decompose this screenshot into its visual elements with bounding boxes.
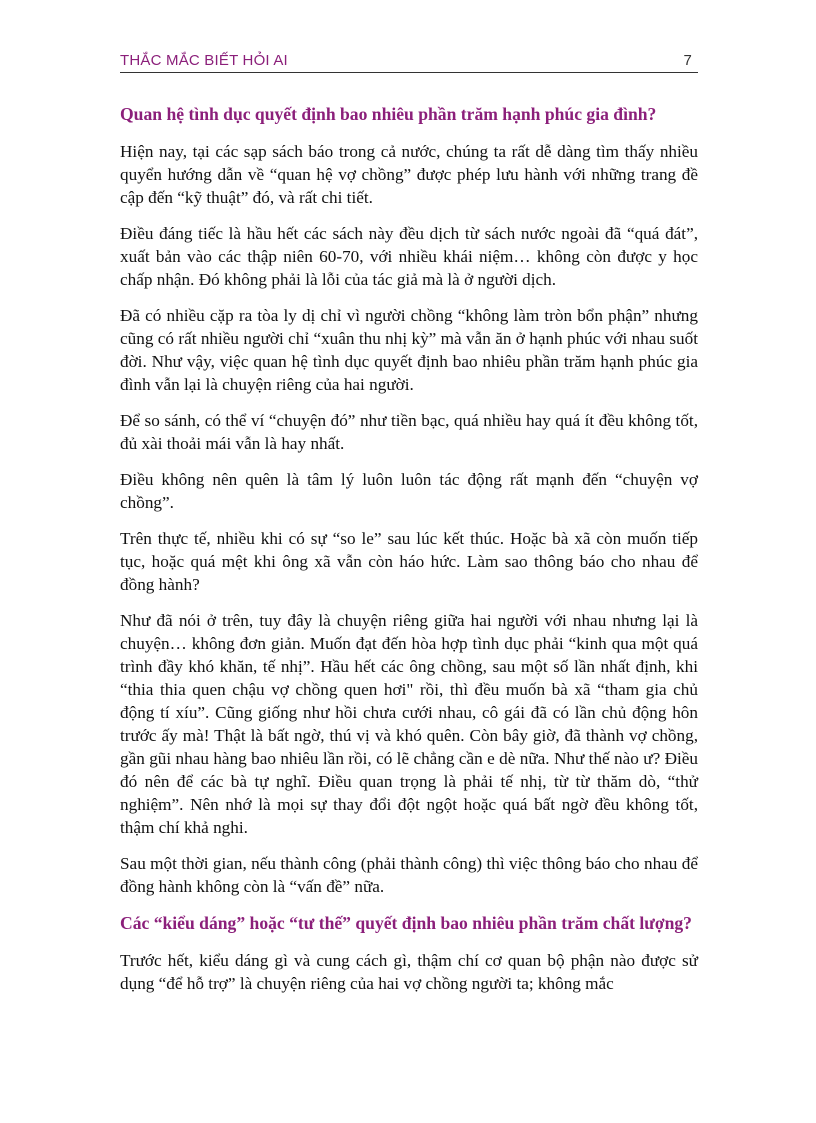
page-number: 7	[683, 52, 692, 69]
paragraph: Hiện nay, tại các sạp sách báo trong cả nước, chúng ta rất dễ dàng tìm thấy nhiều quyển hướng dẫn về “quan hệ vợ chồng” được phép lưu hành với những trang đề cập đến “kỹ thuật” đó, và rất chi tiết.	[120, 142, 698, 207]
paragraph: Sau một thời gian, nếu thành công (phải thành công) thì việc thông báo cho nhau để đồng hành không còn là “vấn đề” nữa.	[120, 854, 698, 896]
paragraph: Trước hết, kiểu dáng gì và cung cách gì, thậm chí cơ quan bộ phận nào được sử dụng “để hỗ trợ” là chuyện riêng của hai vợ chồng người ta; không mắc	[120, 951, 698, 993]
running-header	[120, 50, 698, 73]
paragraph: Điều không nên quên là tâm lý luôn luôn tác động rất mạnh đến “chuyện vợ chồng”.	[120, 470, 698, 512]
paragraph: Đã có nhiều cặp ra tòa ly dị chỉ vì người chồng “không làm tròn bổn phận” nhưng cũng có rất nhiều người chỉ “xuân thu nhị kỳ” mà vẫn ăn ở hạnh phúc với nhau suốt đời. Như vậy, việc quan hệ tình dục quyết định bao nhiêu phần trăm hạnh phúc gia đình vẫn lại là chuyện riêng của hai người.	[120, 306, 698, 394]
paragraph: Để so sánh, có thể ví “chuyện đó” như tiền bạc, quá nhiều hay quá ít đều không tốt, đủ xài thoải mái vẫn là hay nhất.	[120, 411, 698, 453]
section-heading: Quan hệ tình dục quyết định bao nhiêu phần trăm hạnh phúc gia đình?	[120, 104, 657, 124]
header-title: THẮC MẮC BIẾT HỎI AI	[120, 52, 288, 69]
paragraph: Trên thực tế, nhiều khi có sự “so le” sau lúc kết thúc. Hoặc bà xã còn muốn tiếp tục, hoặc quá mệt khi ông xã vẫn còn háo hức. Làm sao thông báo cho nhau để đồng hành?	[120, 529, 698, 594]
page-body	[120, 102, 698, 1008]
paragraph: Như đã nói ở trên, tuy đây là chuyện riêng giữa hai người với nhau nhưng lại là chuyện… không đơn giản. Muốn đạt đến hòa hợp tình dục phải “kinh qua một quá trình đầy khó khăn, tế nhị”. Hầu hết các ông chồng, sau một số lần nhất định, khi “thia thia quen chậu vợ chồng quen hơi" rồi, thì đều muốn bà xã “tham gia chủ động tí xíu”. Cũng giống như hồi chưa cưới nhau, cô gái đã có lần chủ động hôn trước ấy mà! Thật là bất ngờ, thú vị và khó quên. Còn bây giờ, đã thành vợ chồng, gần gũi nhau hàng bao nhiêu lần rồi, có lẽ chẳng cần e dè nữa. Như thế nào ư? Điều đó nên để các bà tự nghĩ. Điều quan trọng là phải tế nhị, từ từ thăm dò, “thử nghiệm”. Nên nhớ là mọi sự thay đổi đột ngột hoặc quá bất ngờ đều không tốt, thậm chí khả nghi.	[120, 611, 698, 837]
section-heading: Các “kiểu dáng” hoặc “tư thế” quyết định bao nhiêu phần trăm chất lượng?	[120, 913, 692, 933]
paragraph: Điều đáng tiếc là hầu hết các sách này đều dịch từ sách nước ngoài đã “quá đát”, xuất bản vào các thập niên 60-70, với nhiều khái niệm… không còn được y học chấp nhận. Đó không phải là lỗi của tác giả mà là ở người dịch.	[120, 224, 698, 289]
